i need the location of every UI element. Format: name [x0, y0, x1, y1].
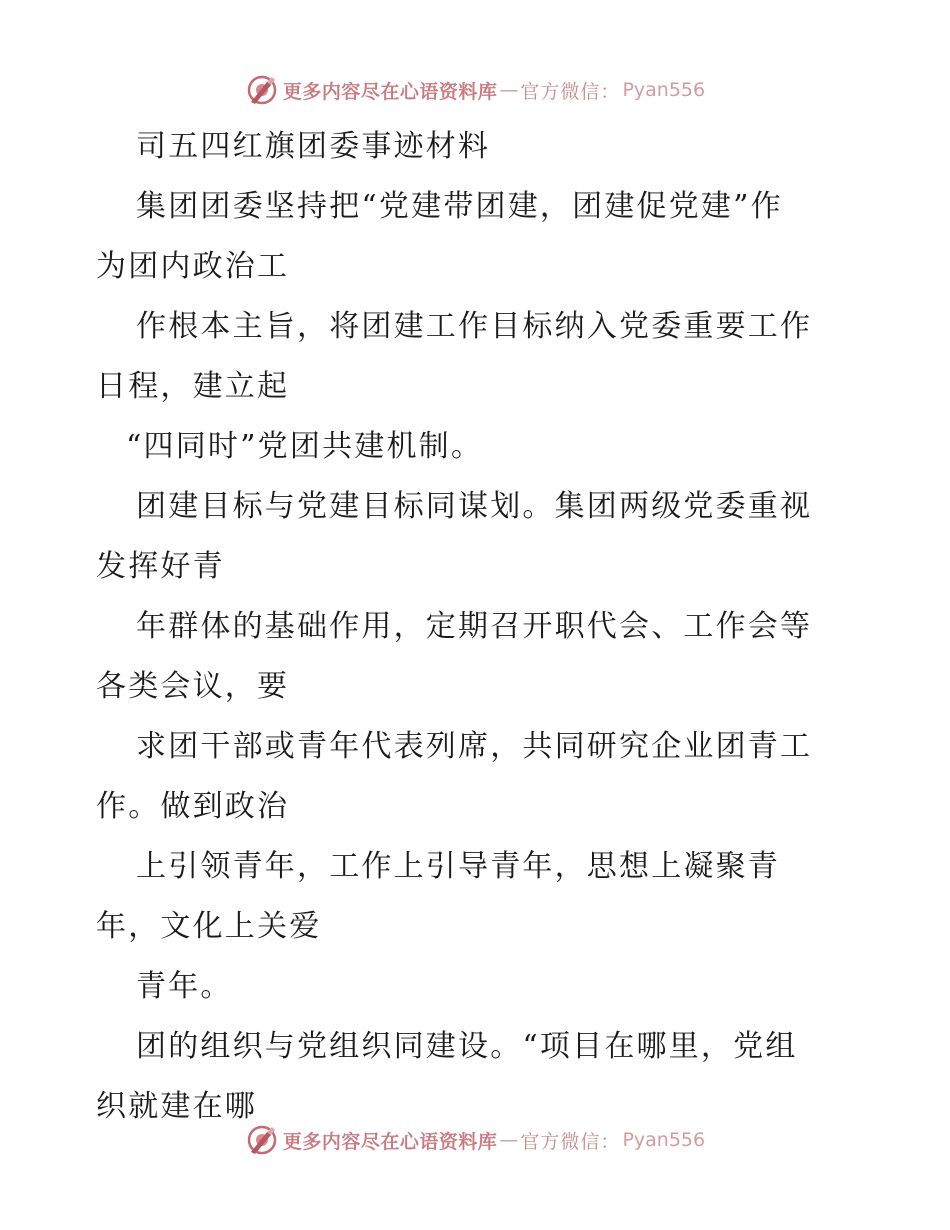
header-watermark [0, 70, 950, 110]
text-line: 织就建在哪 [96, 1089, 257, 1124]
footer-watermark [0, 1120, 950, 1160]
watermark-main-text: 更多内容尽在心语资料库 [282, 1130, 498, 1153]
watermark-wechat-label: 官方微信： [520, 80, 621, 103]
text-line: 年，文化上关爱 [96, 909, 322, 944]
watermark-dash: — [499, 79, 519, 101]
text-line: 日程，建立起 [96, 369, 290, 404]
watermark-wechat-id: Pyan556 [622, 1129, 706, 1151]
text-line: 上引领青年，工作上引导青年，思想上凝聚青 [136, 849, 780, 884]
text-line: 青年。 [136, 969, 233, 1004]
watermark-wechat-label: 官方微信： [520, 1130, 621, 1153]
pen-logo-icon [245, 73, 279, 107]
text-line: 作。做到政治 [96, 789, 290, 824]
text-line: 各类会议，要 [96, 669, 290, 704]
text-line: 集团团委坚持把“党建带团建，团建促党建”作 [136, 189, 783, 224]
watermark-wechat-id: Pyan556 [622, 79, 706, 101]
text-line: 年群体的基础作用，定期召开职代会、工作会等 [136, 609, 813, 644]
text-line: 团建目标与党建目标同谋划。集团两级党委重视 [136, 489, 813, 524]
text-line: “四同时”党团共建机制。 [126, 429, 484, 464]
document-title-line: 司五四红旗团委事迹材料 [136, 129, 491, 164]
text-line: 团的组织与党组织同建设。“项目在哪里，党组 [136, 1029, 798, 1064]
document-body [96, 117, 856, 1137]
text-line: 求团干部或青年代表列席，共同研究企业团青工 [136, 729, 813, 764]
watermark-main-text: 更多内容尽在心语资料库 [282, 80, 498, 103]
text-line: 为团内政治工 [96, 249, 290, 284]
pen-logo-icon [245, 1123, 279, 1157]
watermark-dash: — [499, 1129, 519, 1151]
text-line: 发挥好青 [96, 549, 225, 584]
text-line: 作根本主旨，将团建工作目标纳入党委重要工作 [136, 309, 813, 344]
